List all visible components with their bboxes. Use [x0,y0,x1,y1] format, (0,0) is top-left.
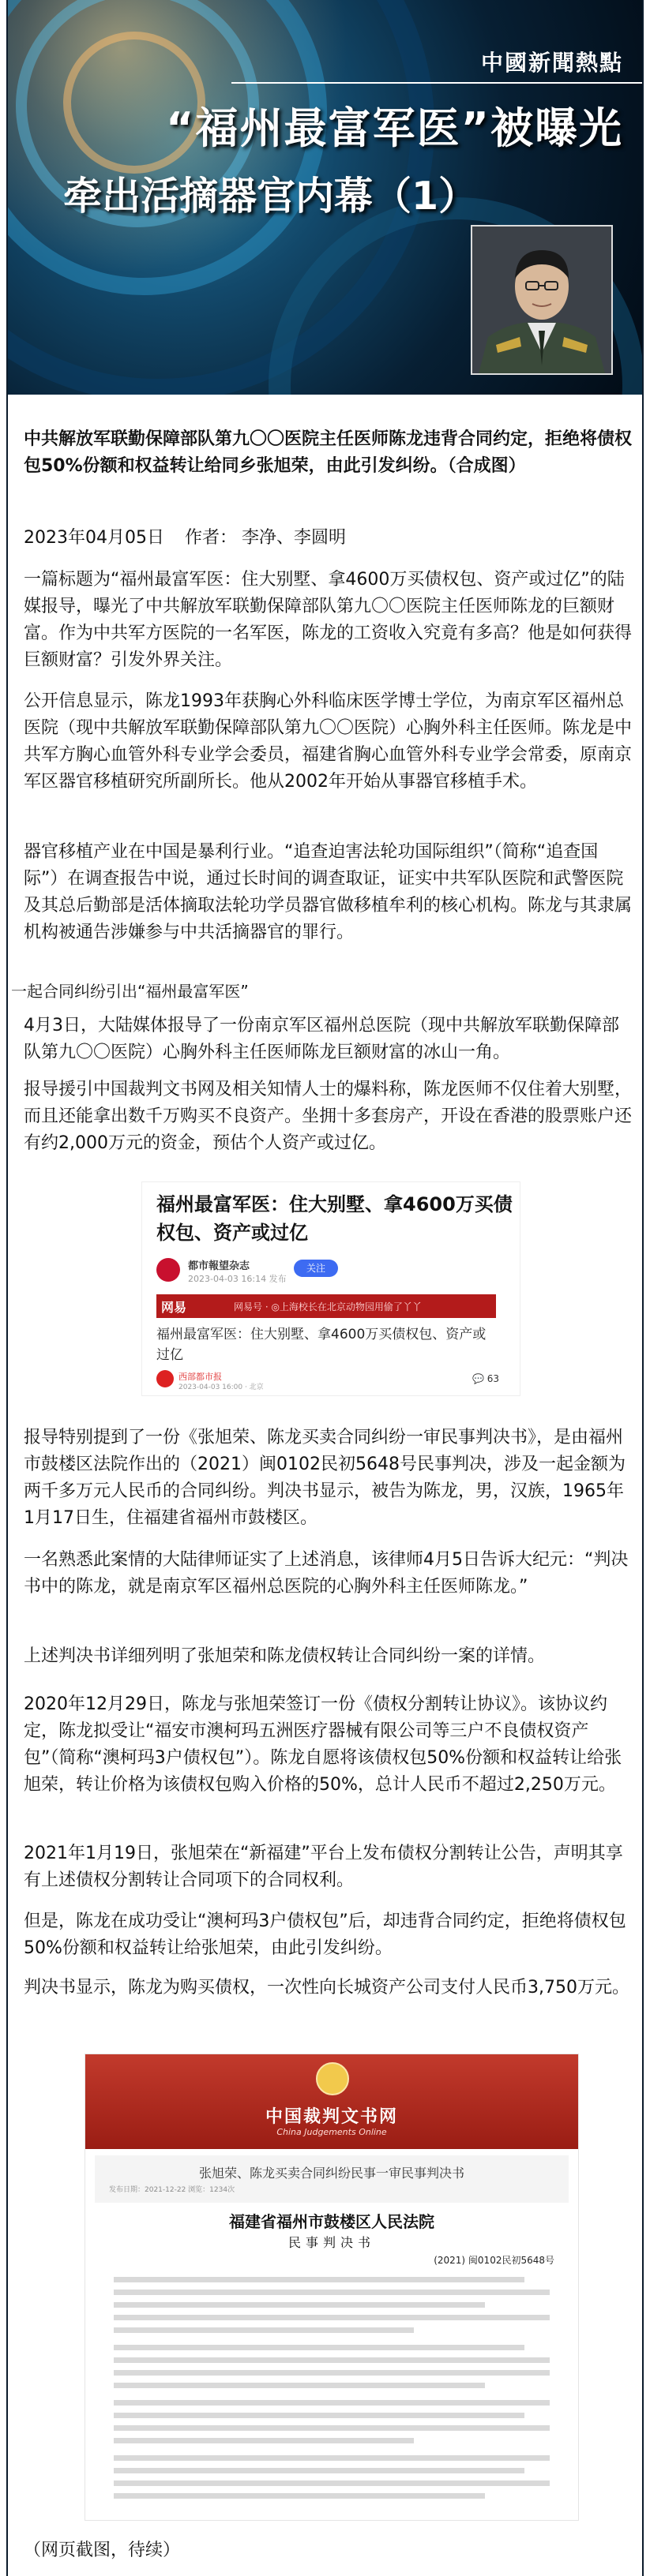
paragraph: 一名熟悉此案情的大陆律师证实了上述消息，该律师4月5日告诉大纪元：“判决书中的陈龙，就是南京军区福州总医院的心胸外科主任医师陈龙。” [24,1550,629,1597]
ad-banner [156,1294,496,1318]
header-banner [8,0,642,395]
document-text-line [114,2493,485,2499]
document-text-line [114,2370,550,2376]
paragraph: 报导特别提到了一份《张旭荣、陈龙买卖合同纠纷一审民事判决书》，是由福州市鼓楼区法院作出的（2021）闽0102民初5648号民事判决，涉及一起金额为两千多万元人民币的合同纠纷。判决书显示，被告为陈龙，男，汉族，1965年1月17日生，住福建省福州市鼓楼区。 [24,1428,626,1528]
document-text-line [114,2438,414,2443]
publish-date: 2023-04-03 16:14 发布 [188,1274,287,1284]
comment-count: 💬 63 [472,1373,500,1384]
portrait-silhouette-icon [472,227,611,373]
source-logo-icon [156,1370,174,1387]
paragraph: 但是，陈龙在成功受让“澳柯玛3户债权包”后，却违背合同约定，拒绝将债权包50%份额和权益转让给张旭荣，由此引发纠纷。 [24,1911,626,1958]
document-text-line [114,2468,524,2473]
court-name: 福建省福州市鼓楼区人民法院 [229,2212,434,2231]
document-text-line [114,2277,524,2282]
portrait-photo [471,225,613,375]
column-tag: 中國新聞熱點 [480,50,623,76]
document-text-line [114,2302,485,2308]
court-site-subtitle: China Judgements Online [276,2127,387,2137]
paragraph: 一篇标题为“福州最富军医：住大别墅、拿4600万买债权包、资产或过亿”的陆媒报导，曝光了中共解放军联勤保障部队第九〇〇医院主任医师陈龙的巨额财富。作为中共军方医院的一名军医，陈龙的工资收入究竟有多高？他是如何获得巨额财富？引发外界关注。 [24,570,633,670]
document-text-line [114,2357,550,2363]
paragraph: 4月3日，大陆媒体报导了一份南京军区福州总医院（现中共解放军联勤保障部队第九〇〇医院）心胸外科主任医师陈龙巨额财富的冰山一角。 [24,1016,619,1062]
tag-divider [231,82,642,84]
document-text-line [114,2315,550,2320]
document-text-line [114,2455,550,2461]
publisher-logo-icon [156,1258,180,1282]
document-text-line [114,2327,414,2333]
publisher-name: 都市報望杂志 [188,1260,250,1272]
article-date: 2023年04月05日 [24,528,164,548]
document-text-line [114,2290,550,2295]
document-text-line [114,2481,550,2486]
paragraph: 判决书显示，陈龙为购买债权，一次性向长城资产公司支付人民币3,750万元。 [24,1978,629,1998]
national-emblem-icon [316,2062,349,2095]
court-site-header [85,2054,578,2149]
case-title: 张旭荣、陈龙买卖合同纠纷民事一审民事判决书 [198,2166,464,2181]
ad-brand: 网易 [161,1300,187,1315]
banner-title-line2: 牵出活摘器官内幕（1） [63,174,478,219]
screenshot-headline: 福州最富军医：住大别墅、拿4600万买债权包、资产或过亿 [156,1193,513,1244]
document-meta: 发布日期：2021-12-22 浏览：1234次 [109,2186,235,2194]
document-text-line [114,2400,550,2406]
source-date: 2023-04-03 16:00 · 北京 [178,1383,264,1391]
document-text-line [114,2413,524,2418]
document-text-line [114,2345,524,2350]
paragraph: 上述判决书详细列明了张旭荣和陈龙债权转让合同纠纷一案的详情。 [24,1646,546,1666]
screenshot-headline-small: 福州最富军医：住大别墅、拿4600万买债权包、资产或过亿 [156,1327,487,1363]
paragraph: 2021年1月19日，张旭荣在“新福建”平台上发布债权分割转让公告，声明其享有上述债权分割转让合同项下的合同权利。 [24,1844,623,1890]
ad-text: 网易号 · ◎上海校长在北京动物园用偷了丫丫 [234,1301,422,1312]
case-number: (2021) 闽0102民初5648号 [434,2255,554,2266]
document-title-bar [95,2155,569,2203]
source-name: 西部都市报 [178,1372,222,1382]
document-type: 民事判决书 [287,2235,375,2250]
follow-button: 关注 [294,1260,338,1277]
news-screenshot [142,1182,520,1395]
paragraph: 2020年12月29日，陈龙与张旭荣签订一份《债权分割转让协议》。该协议约定，陈龙拟受让“福安市澳柯玛五洲医疗器械有限公司等三户不良债权资产包”（简称“澳柯玛3户债权包”）。陈龙自愿将该债权包50%份额和权益转让给张旭荣，转让价格为该债权包购入价格的50%，总计人民币不超过2,250万元。 [24,1694,622,1795]
paragraph: 公开信息显示，陈龙1993年获胸心外科临床医学博士学位，为南京军区福州总医院（现中共解放军联勤保障部队第九〇〇医院）心胸外科主任医师。陈龙是中共军方胸心血管外科专业学会委员，福建省胸心血管外科专业学会常委，原南京军区器官移植研究所副所长。他从2002年开始从事器官移植手术。 [24,691,633,792]
court-site-title: 中国裁判文书网 [265,2106,398,2127]
footer-note: （网页截图，待续） [24,2540,181,2560]
section-heading: 一起合同纠纷引出“福州最富军医” [11,982,249,1001]
article-meta [24,525,632,552]
authors-label: 作者： [184,528,237,548]
article-lead: 中共解放军联勤保障部队第九〇〇医院主任医师陈龙违背合同约定，拒绝将债权包50%份额和权益转让给同乡张旭荣，由此引发纠纷。（合成图） [24,429,633,476]
article-authors: 李净、李圆明 [242,528,347,548]
document-text-line [114,2425,550,2431]
paragraph: 器官移植产业在中国是暴利行业。“追查迫害法轮功国际组织”（简称“追查国际”）在调查报告中说，通过长时间的调查取证，证实中共军队医院和武警医院及其总后勤部是活体摘取法轮功学员器官做移植牟利的核心机构。陈龙与其隶属机构被通告涉嫌参与中共活摘器官的罪行。 [24,842,633,942]
paragraph: 报导援引中国裁判文书网及相关知情人士的爆料称，陈龙医师不仅住着大别墅，而且还能拿出数千万购买不良资产。坐拥十多套房产，开设在香港的股票账户还有约2,000万元的资金，预估个人资产或过亿。 [24,1080,633,1153]
article-page [6,0,644,2576]
court-document-screenshot [85,2054,578,2520]
document-text-line [114,2383,485,2388]
banner-title-line1: “福州最富军医”被曝光 [166,103,623,153]
